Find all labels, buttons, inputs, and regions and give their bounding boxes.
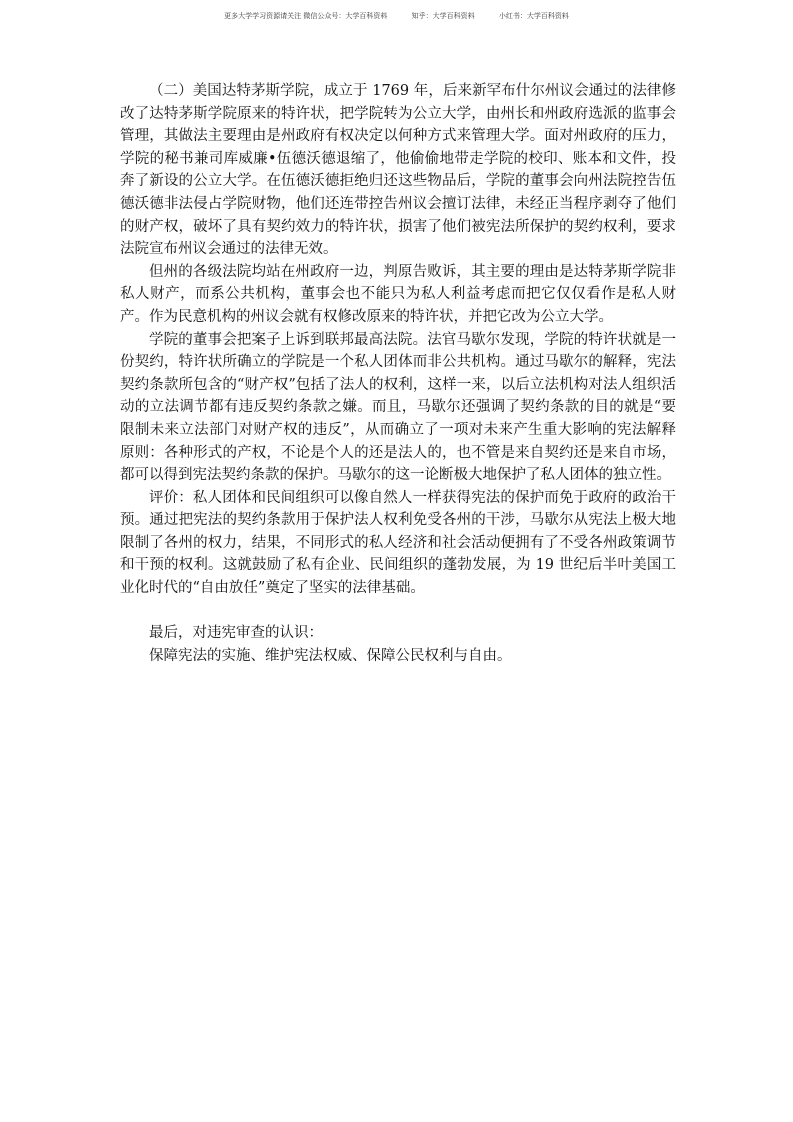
paragraph-spacer bbox=[120, 600, 676, 623]
paragraph-state-courts: 但州的各级法院均站在州政府一边，判原告败诉，其主要的理由是达特茅斯学院非私人财产，而系公共机构，董事会也不能只为私人利益考虑而把它仅仅看作是私人财产。作为民意机构的州议会就有权修改原来的特许状，并把它改为公立大学。 bbox=[120, 263, 676, 325]
header-zhihu-note: 知乎：大学百科资料 bbox=[411, 12, 475, 20]
document-body bbox=[120, 80, 676, 667]
header-xiaohongshu-note: 小红书：大学百科资料 bbox=[498, 12, 569, 20]
paragraph-closing-heading: 最后，对违宪审查的认识： bbox=[149, 625, 323, 642]
page-header bbox=[0, 10, 793, 22]
paragraph-dartmouth-case: （二）美国达特茅斯学院，成立于 1769 年，后来新罕布什尔州议会通过的法律修改了达特茅斯学院原来的特许状，把学院转为公立大学，由州长和州政府选派的监事会管理，其做法主要理由是州政府有权决定以何种方式来管理大学。面对州政府的压力，学院的秘书兼司库威廉•伍德沃德退缩了，他偷偷地带走学院的校印、账本和文件，投奔了新设的公立大学。在伍德沃德拒绝归还这些物品后，学院的董事会向州法院控告伍德沃德非法侵占学院财物，他们还连带控告州议会擅订法律，未经正当程序剥夺了他们的财产权，破坏了具有契约效力的特许状，损害了他们被宪法所保护的契约权利，要求法院宣布州议会通过的法律无效。 bbox=[120, 83, 676, 258]
header-wechat-note: 更多大学学习资源请关注 微信公众号：大学百科资料 bbox=[224, 12, 388, 20]
paragraph-supreme-court: 学院的董事会把案子上诉到联邦最高法院。法官马歇尔发现，学院的特许状就是一份契约，特许状所确立的学院是一个私人团体而非公共机构。通过马歇尔的解释，宪法契约条款所包含的“财产权”包括了法人的权利，这样一来，以后立法机构对法人组织活动的立法调节都有违反契约条款之嫌。而且，马歇尔还强调了契约条款的目的就是“要限制未来立法部门对财产权的违反”，从而确立了一项对未来产生重大影响的宪法解释原则：各种形式的产权，不论是个人的还是法人的，也不管是来自契约还是来自市场，都可以得到宪法契约条款的保护。马歇尔的这一论断极大地保护了私人团体的独立性。 bbox=[120, 331, 676, 484]
paragraph-evaluation: 评价：私人团体和民间组织可以像自然人一样获得宪法的保护而免于政府的政治干预。通过把宪法的契约条款用于保护法人权利免受各州的干涉，马歇尔从宪法上极大地限制了各州的权力，结果，不同形式的私人经济和社会活动便拥有了不受各州政策调节和干预的权利。这就鼓励了私有企业、民间组织的蓬勃发展，为 19 世纪后半叶美国工业化时代的“自由放任”奠定了坚实的法律基础。 bbox=[120, 489, 676, 597]
paragraph-closing-statement: 保障宪法的实施、维护宪法权威、保障公民权利与自由。 bbox=[149, 647, 512, 664]
